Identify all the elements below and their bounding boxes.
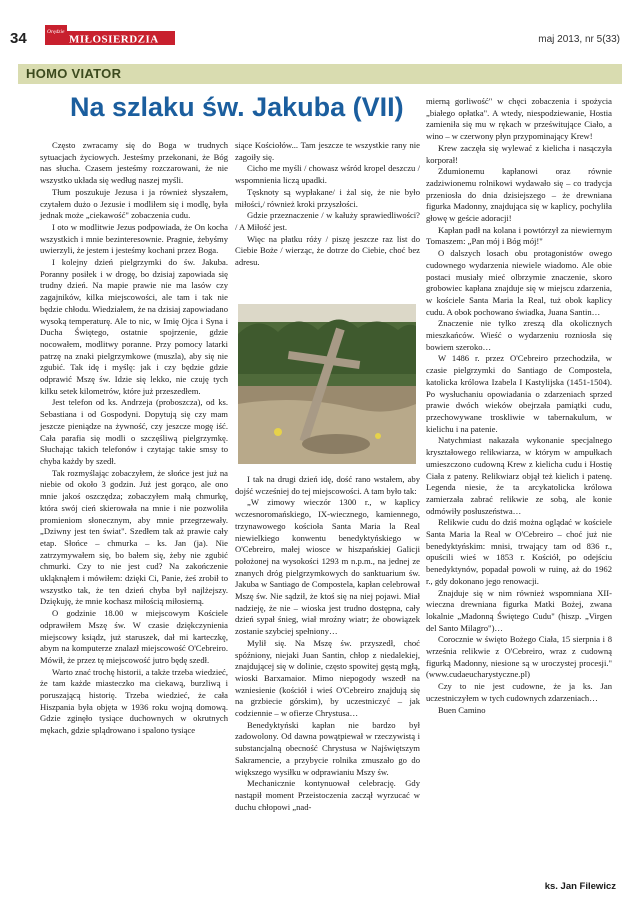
paragraph: Jest telefon od ks. Andrzeja (proboszcza), od ks. Sebastiana i od Gospodyni. Dopytują się czy mam jeszcze pieniądze na żywność, czy jeszcze mogę iść. Cała parafia się modli o szczęśliwą pielgrzymkę. Słuchając takich telefonów i czytając takie smsy to chyba każdy by szedł.: [40, 397, 228, 466]
svg-text:Orędzie: Orędzie: [47, 29, 65, 35]
paragraph: I oto w modlitwie Jezus podpowiada, że On kocha wszystkich i mnie bezinteresownie. Pragnie, żebyśmy uwierzyli, że jestem i jesteśmy kochani przez Boga.: [40, 221, 228, 256]
paragraph: Znajduje się w nim również wspomniana XII-wieczna drewniana figurka Matki Bożej, zwana lokalnie „Madonną Świętego Cudu" (hiszp. „Virgen del Santo Milagro")…: [426, 587, 612, 633]
poem-stanza: Więc na płatku róży / piszę jeszcze raz list do Ciebie Boże / wierząc, że dotrze do Ciebie, choć bez adresu.: [235, 233, 420, 268]
paragraph: O godzinie 18.00 w miejscowym Kościele odprawiłem Mszę św. W czasie dziękczynienia miejscowy ksiądz, już staruszek, dał mi karteczkę, abym na komputerze znalazł miejscowość O'Cebreiro. Mówił, że przez tę miejscowość jutro będę szedł.: [40, 608, 228, 665]
paragraph: Zdumionemu kapłanowi oraz równie zadziwionemu rolnikowi wydawało się – co tradycja przeniosła do dnia dzisiejszego – że drewniana figurka Madonny, znajdująca się w kaplicy, pochyliła głowę w geście adoracji!: [426, 166, 612, 224]
article-column-2-top: [235, 140, 420, 269]
poem-stanza: Gdzie przeznaczenie / w kałuży sprawiedliwości? / A Miłość jest.: [235, 210, 420, 232]
paragraph: O dalszych losach obu protagonistów owego cudownego wydarzenia niewiele wiadomo. Ale obie postaci musiały mieć olbrzymie znaczenie, skoro grobowiec kapłana znajduje się w miejscu zdarzenia, w kościele Santa Maria la Real, tuż obok kaplicy cudu. A obok pochowano świadka, Juana Santin…: [426, 248, 612, 317]
paragraph: mierną gorliwość" w chęci zobaczenia i spożycia „białego opłatka". A wtedy, niespodziewanie, Hostia zamieniła się mu w rękach w prześwitujące Ciało, a wino – w czerwony płyn przypominający Krew!: [426, 96, 612, 142]
stone-base: [302, 434, 370, 454]
article-column-1: [40, 140, 228, 737]
paragraph: I tak na drugi dzień idę, dość rano wstałem, aby dojść wcześniej do tej miejscowości. A tam było tak:: [235, 474, 420, 496]
wayside-cross-image: [238, 304, 416, 464]
paragraph: Warto znać trochę historii, a także trzeba wiedzieć, że tam każde miasteczko ma ciekawą, burzliwą i poruszającą historię. Trzeba wiedzieć, że cała Hiszpania była objęta w 1936 roku wojną domową. Gdzie zginęło tysiące duchownych w okrutnych mękach, gdzie splądrowano i spalono tysiące: [40, 666, 228, 736]
author-signature: ks. Jan Filewicz: [544, 881, 616, 892]
paragraph: Benedyktyński kapłan nie bardzo był zadowolony. Od dawna powątpiewał w rzeczywistą i substancjalną obecność Chrystusa w Najświętszym Sakramencie, a przybycie rolnika zmuszało go do większego wysiłku w odprawianiu Mszy św.: [235, 719, 420, 777]
article-title: Na szlaku św. Jakuba (VII): [70, 92, 404, 122]
paragraph: Tłum poszukuje Jezusa i ja również słyszałem, czytałem dużo o Jezusie i modliłem się i modlę, była jednak może „ciekawość" zobaczenia cudu.: [40, 186, 228, 221]
paragraph: „W zimowy wieczór 1300 r., w kaplicy wczesnoromańskiego, IX-wiecznego, kamiennego, trzynawowego kościoła Santa Maria la Real niewielkiego konwentu benedyktyńskiego w O'Cebreiro, małej wiosce w hiszpańskiej Galicji położonej na wysokości 1293 m n.p.m., na jednej ze znanych dróg pielgrzymkowych do sanktuarium św. Jakuba w Santiago de Compostela, kapłan celebrował Mszę św. Nie sądził, że ktoś się na niej pojawi. Miał nadzieję, że nie – wioska jest trudno dostępna, cały dzień sypał śnieg, wiał mroźny wiatr; że obowiązek zostanie szybciej spełniony…: [235, 497, 420, 637]
paragraph: Często zwracamy się do Boga w trudnych sytuacjach życiowych. Jesteśmy przekonani, że Bóg nas słucha. Czasem jesteśmy rozczarowani, że nie wszystko układa się według naszej myśli.: [40, 140, 228, 186]
paragraph: Krew zaczęła się wylewać z kielicha i nasączyła korporał!: [426, 142, 612, 165]
article-column-2-bottom: [235, 474, 420, 813]
page-number: 34: [10, 30, 27, 47]
poem-stanza: Cicho me myśli / chowasz wśród kropel deszczu / wspomnienia liczą upadki.: [235, 163, 420, 186]
paragraph: Czy to nie jest cudowne, że ja ks. Jan uczestniczyłem w tych cudownych zdarzeniach…: [426, 681, 612, 703]
paragraph: siące Kościołów... Tam jeszcze te wszystkie rany nie zagoiły się.: [235, 140, 420, 162]
paragraph: Natychmiast nakazała wykonanie specjalnego kryształowego relikwiarza, w którym w ampułkach umieszczono cudowną Krew z kielicha cudu i Hostię Ciała z pateny. Relikwiarz objął też kielich i patenę. Legenda niesie, że ta arcykatolicka królowa zamierzała zabrać relikwie ze sobą, ale konie odmówiły posłuszeństwa…: [426, 435, 612, 516]
svg-text:MIŁOSIERDZIA: MIŁOSIERDZIA: [69, 33, 159, 46]
paragraph: Relikwie cudu do dziś można oglądać w kościele Santa Maria la Real w O'Cebreiro – choć już nie benedyktyńskim: mnisi, trwający tam od 836 r., opuścili wieś w 1853 r. Kościół, po odejściu benedyktynów, popadał powoli w ruinę, aż do 1962 r., gdy dokonano jego renowacji.: [426, 517, 612, 586]
magazine-logo: [45, 25, 175, 47]
poem-stanza: Tęsknoty są wypłakane/ i żal się, że nie było miłości,/ również kroki przyszłości.: [235, 186, 420, 209]
paragraph: Mechanicznie kontynuował celebrację. Gdy nastąpił moment Przeistoczenia zaczął wyrzucać w duchu chłopowi „nad-: [235, 778, 420, 812]
article-column-3: [426, 96, 612, 716]
issue-date: maj 2013, nr 5(33): [538, 34, 620, 45]
section-label: HOMO VIATOR: [26, 66, 122, 81]
paragraph: W 1486 r. przez O'Cebreiro przechodziła, w czasie pielgrzymki do Santiago de Compostela, katolicka królowa Izabela I Kastylijska (1451-1504). Po wysłuchaniu opowiadania o zdarzeniach sprzed prawie dwóch wieków obejrzała pamiątki cudu, przechowywane troskliwie w tabernakulum, w kielichu i na patenie.: [426, 353, 612, 434]
paragraph: Kapłan padł na kolana i powtórzył za niewiernym Tomaszem: „Pan mój i Bóg mój!": [426, 224, 612, 247]
paragraph: Mylił się. Na Mszę św. przyszedł, choć spóźniony, niejaki Juan Santin, chłop z niedalekiej, znajdującej się w dolinie, często spowitej gęstą mgłą, wioski Barxamaior. Mimo niepogody wszedł na wzniesienie (kościół i wieś O'Cebreiro znajdują się na grzbiecie górskim), by uczestniczyć – jak codziennie – w ofierze Chrystusa…: [235, 637, 420, 719]
paragraph: Corocznie w święto Bożego Ciała, 15 sierpnia i 8 września relikwie z O'Cebreiro, wraz z cudowną figurką Madonny, niesione są w uroczystej procesji." (www.cudaeucharystyczne.pl): [426, 634, 612, 680]
page-header: [0, 0, 640, 60]
paragraph: Znaczenie nie tylko zreszą dla okolicznych mieszkańców. Wieść o wydarzeniu rozniosła się bowiem szeroko…: [426, 318, 612, 352]
paragraph: Tak rozmyślając zobaczyłem, że słońce jest już na niebie od około 3 godzin. Już jest gorąco, ale ono mnie jakoś oszczędza; zobaczyłem małą chmurkę, która swój cień skierowała na mnie i nie pozwoliła promieniom słonecznym, aby mnie przegrzewały. „Dziwny jest ten świat". Szedłem tak aż prawie cały etap. Słońce – chmurka – ks. Jan (ja). Nie zatrzymywałem się, bo bałem się, żeby nie zgubić chmurki. Czy to nie jest cud? Na zakończenie ukląknąłem i mówiłem: dzięki Ci, Panie, żeś zrobił to wszystko tak, że ten dzień chyba był najlżejszy. Dziękuję, że mnie kochasz miłością miłosierną.: [40, 467, 228, 607]
cross-photo: [238, 304, 416, 464]
closing-phrase: Buen Camino: [438, 704, 486, 715]
paragraph: I kolejny dzień pielgrzymki do św. Jakuba. Poranny posiłek i w drogę, bo dzisiaj zapowiada się trudny dzień. Na mapie prawie nie ma lasów czy zagajników, kilka miejscowości, ale tam i tak nie będzie chłodu. Wiedziałem, że na dzisiaj zapowiadano wysoką temperaturę. Ale to nic, w Imię Ojca i Syna i Ducha Świętego, ostatnie spojrzenie, gdzie nocowałem, modlitwy poranne. Przy pomocy latarki patrzę na znaki pielgrzymkowe (muszla), aby się nie zgubić. Tak idę i myślę: jak i czy będzie gdzie odprawić Mszę św. Idzie się lekko, nie czuję tych kilku setek kilometrów, które już przeszedłem.: [40, 257, 228, 396]
